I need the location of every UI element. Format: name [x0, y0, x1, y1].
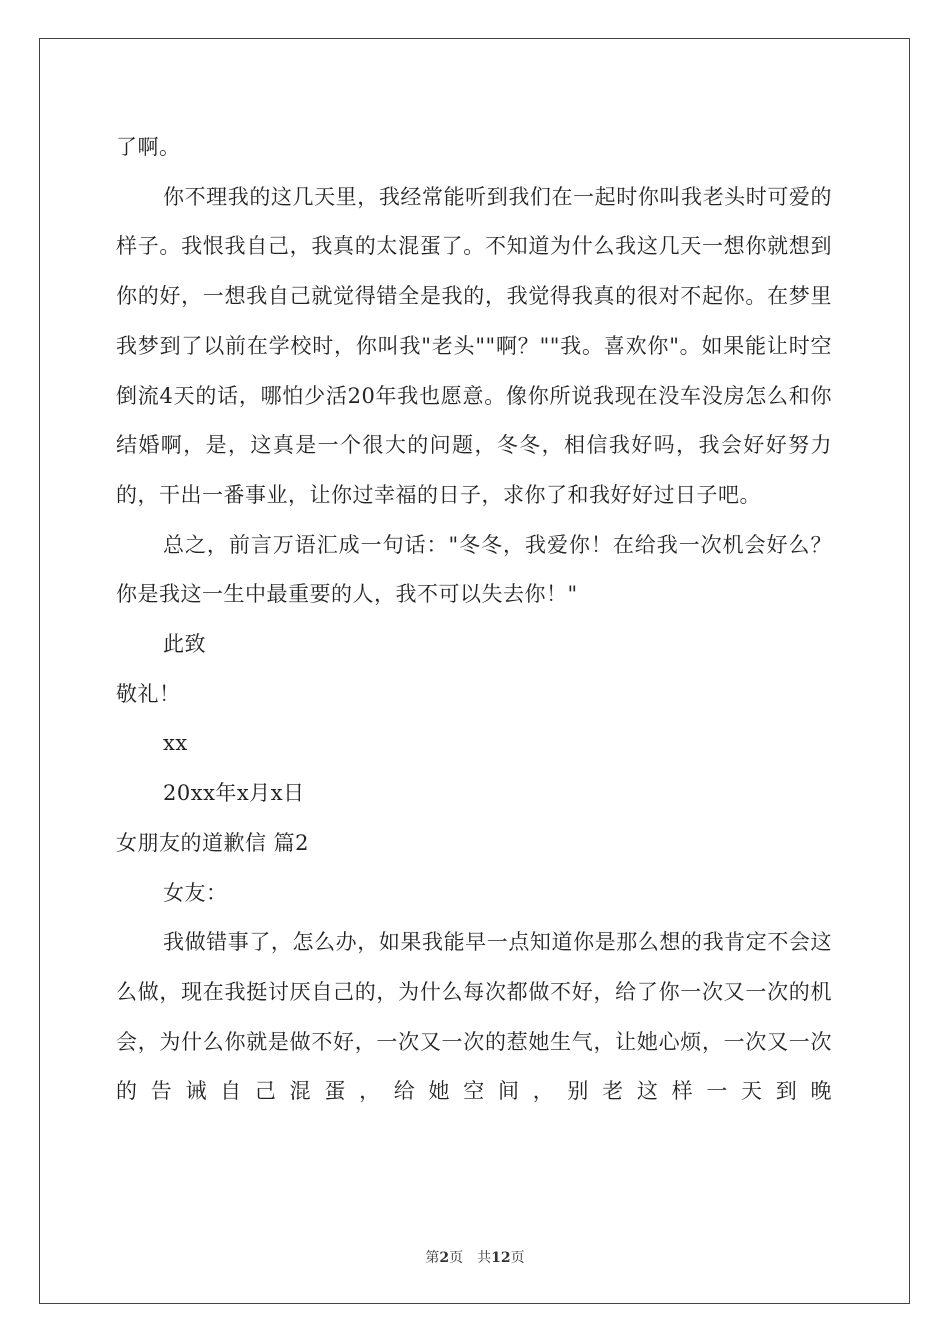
- page-footer: [0, 1247, 950, 1267]
- footer-mid: 页 共: [449, 1250, 492, 1266]
- paragraph-continuation: 了啊。: [116, 135, 181, 159]
- footer-prefix: 第: [425, 1250, 440, 1266]
- closing-cizhi: 此致: [163, 632, 206, 657]
- paragraph-apology-main: 你不理我的这几天里，我经常能听到我们在一起时你叫我老头时可爱的样子。我恨我自己，我真的太混蛋了。不知道为什么我这几天一想你就想到你的好，一想我自己就觉得错全是我的，我觉得我真的很对不起你。在梦里我梦到了以前在学校时，你叫我"老头""啊？""我。喜欢你"。如果能让时空倒流4天的话，哪怕少活20年我也愿意。像你所说我现在没车没房怎么和你结婚啊，是，这真是一个很大的问题，冬冬，相信我好吗，我会好好努力的，干出一番事业，让你过幸福的日子，求你了和我好好过日子吧。: [116, 184, 832, 507]
- footer-total-pages: 12: [491, 1250, 511, 1266]
- closing-jingli: 敬礼！: [116, 681, 181, 706]
- document-body: [116, 123, 832, 1117]
- section-title: 女朋友的道歉信 篇2: [116, 830, 310, 855]
- paragraph-letter-2: 我做错事了，怎么办，如果我能早一点知道你是那么想的我肯定不会这么做，现在我挺讨厌自己的，为什么每次都做不好，给了你一次又一次的机会，为什么你就是做不好，一次又一次的惹她生气，让她心烦，一次又一次的告诫自己混蛋，给她空间，别老这样一天到晚: [116, 930, 832, 1104]
- salutation: 女友：: [163, 880, 228, 905]
- signature-name: xx: [163, 731, 188, 756]
- signature-date: 20xx年x月x日: [163, 781, 305, 806]
- paragraph-summary: 总之，前言万语汇成一句话："冬冬，我爱你！在给我一次机会好么？你是我这一生中最重要的人，我不可以失去你！": [116, 532, 832, 607]
- footer-page-number: 2: [439, 1250, 450, 1266]
- footer-suffix: 页: [510, 1250, 525, 1266]
